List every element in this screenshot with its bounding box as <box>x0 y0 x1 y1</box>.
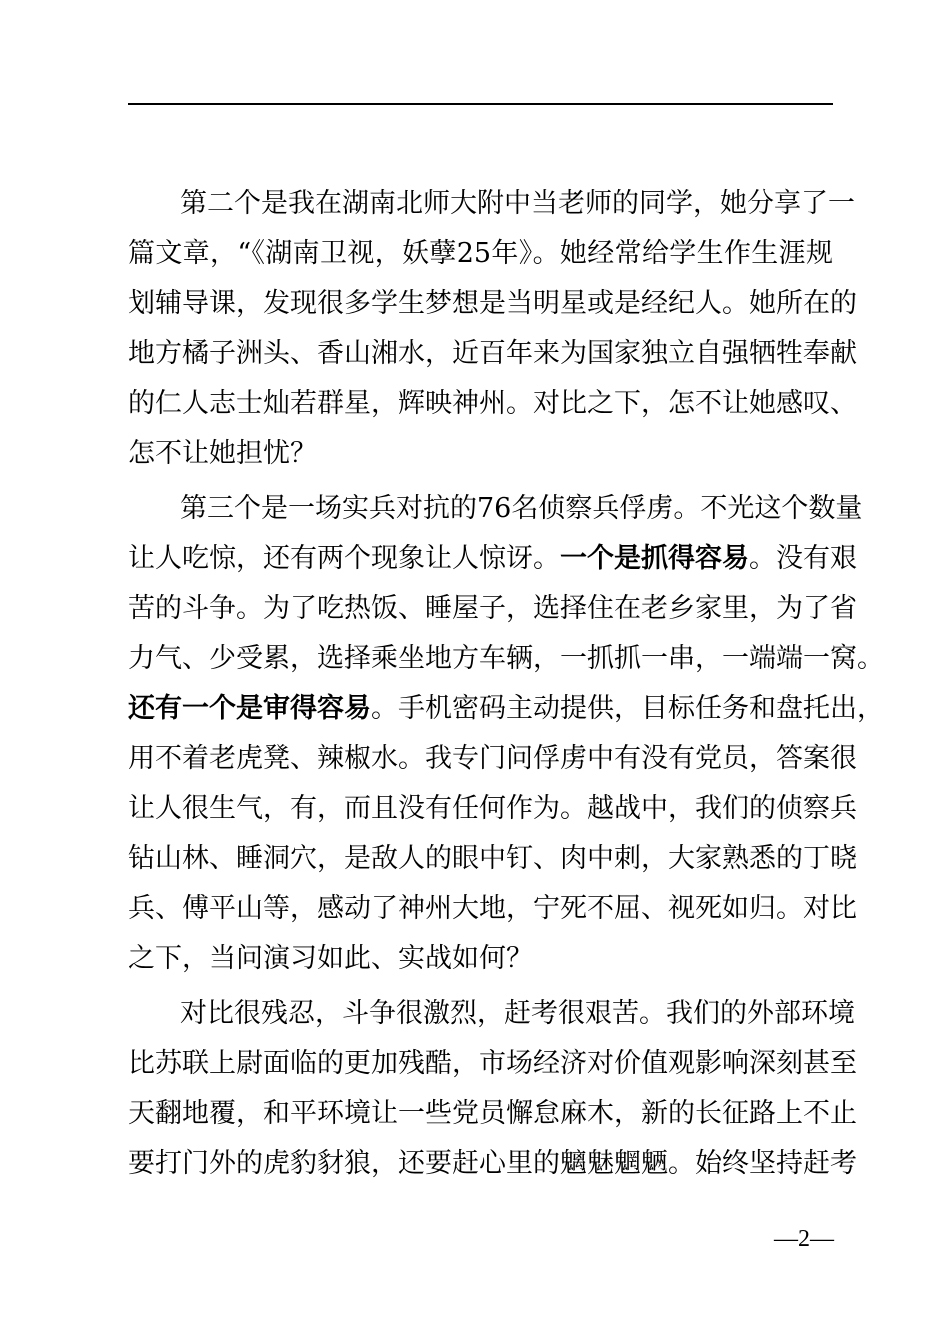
text-line: 的仁人志士灿若群星，辉映神州。对比之下，怎不让她感叹、 <box>128 388 857 419</box>
text-line: 地方橘子洲头、香山湘水，近百年来为国家独立自强牺牲奉献 <box>128 338 857 369</box>
text-line: 之下，当问演习如此、实战如何？ <box>128 943 533 974</box>
paragraph-2 <box>128 484 884 984</box>
bold-phrase: 一个是抓得容易 <box>560 543 749 574</box>
text-line: 用不着老虎凳、辣椒水。我专门问俘虏中有没有党员，答案很 <box>128 743 857 774</box>
body-text <box>128 179 884 1194</box>
text-line: 划辅导课，发现很多学生梦想是当明星或是经纪人。她所在的 <box>128 288 857 319</box>
text-line: 第二个是我在湖南北师大附中当老师的同学，她分享了一 <box>180 188 855 219</box>
text-line: 天翻地覆，和平环境让一些党员懈怠麻木，新的长征路上不止 <box>128 1098 857 1129</box>
text-line: 兵、傅平山等，感动了神州大地，宁死不屈、视死如归。对比 <box>128 893 857 924</box>
text-line: 要打门外的虎豹豺狼，还要赶心里的魑魅魍魉。始终坚持赶考 <box>128 1148 857 1179</box>
text-line: 苦的斗争。为了吃热饭、睡屋子，选择住在老乡家里，为了省 <box>128 593 857 624</box>
text-line: 让人吃惊，还有两个现象让人惊讶。一个是抓得容易。没有艰 <box>128 543 857 574</box>
bold-phrase: 还有一个是审得容易 <box>128 693 371 724</box>
text-line: 第三个是一场实兵对抗的76名侦察兵俘虏。不光这个数量 <box>180 493 863 524</box>
text-line: 怎不让她担忧？ <box>128 438 317 469</box>
paragraph-1 <box>128 179 857 479</box>
text-line: 还有一个是审得容易。手机密码主动提供，目标任务和盘托出， <box>128 693 884 724</box>
paragraph-3 <box>128 989 857 1189</box>
page-number: —2— <box>774 1226 834 1252</box>
header-rule <box>128 103 833 105</box>
text-line: 钻山林、睡洞穴，是敌人的眼中钉、肉中刺，大家熟悉的丁晓 <box>128 843 857 874</box>
text-line: 对比很残忍，斗争很激烈，赶考很艰苦。我们的外部环境 <box>180 998 855 1029</box>
text-line: 让人很生气，有，而且没有任何作为。越战中，我们的侦察兵 <box>128 793 857 824</box>
text-line: 力气、少受累，选择乘坐地方车辆，一抓抓一串，一端端一窝。 <box>128 643 884 674</box>
text-line: 篇文章，“《湖南卫视，妖孽25年》。她经常给学生作生涯规 <box>128 238 833 269</box>
text-line: 比苏联上尉面临的更加残酷，市场经济对价值观影响深刻甚至 <box>128 1048 857 1079</box>
